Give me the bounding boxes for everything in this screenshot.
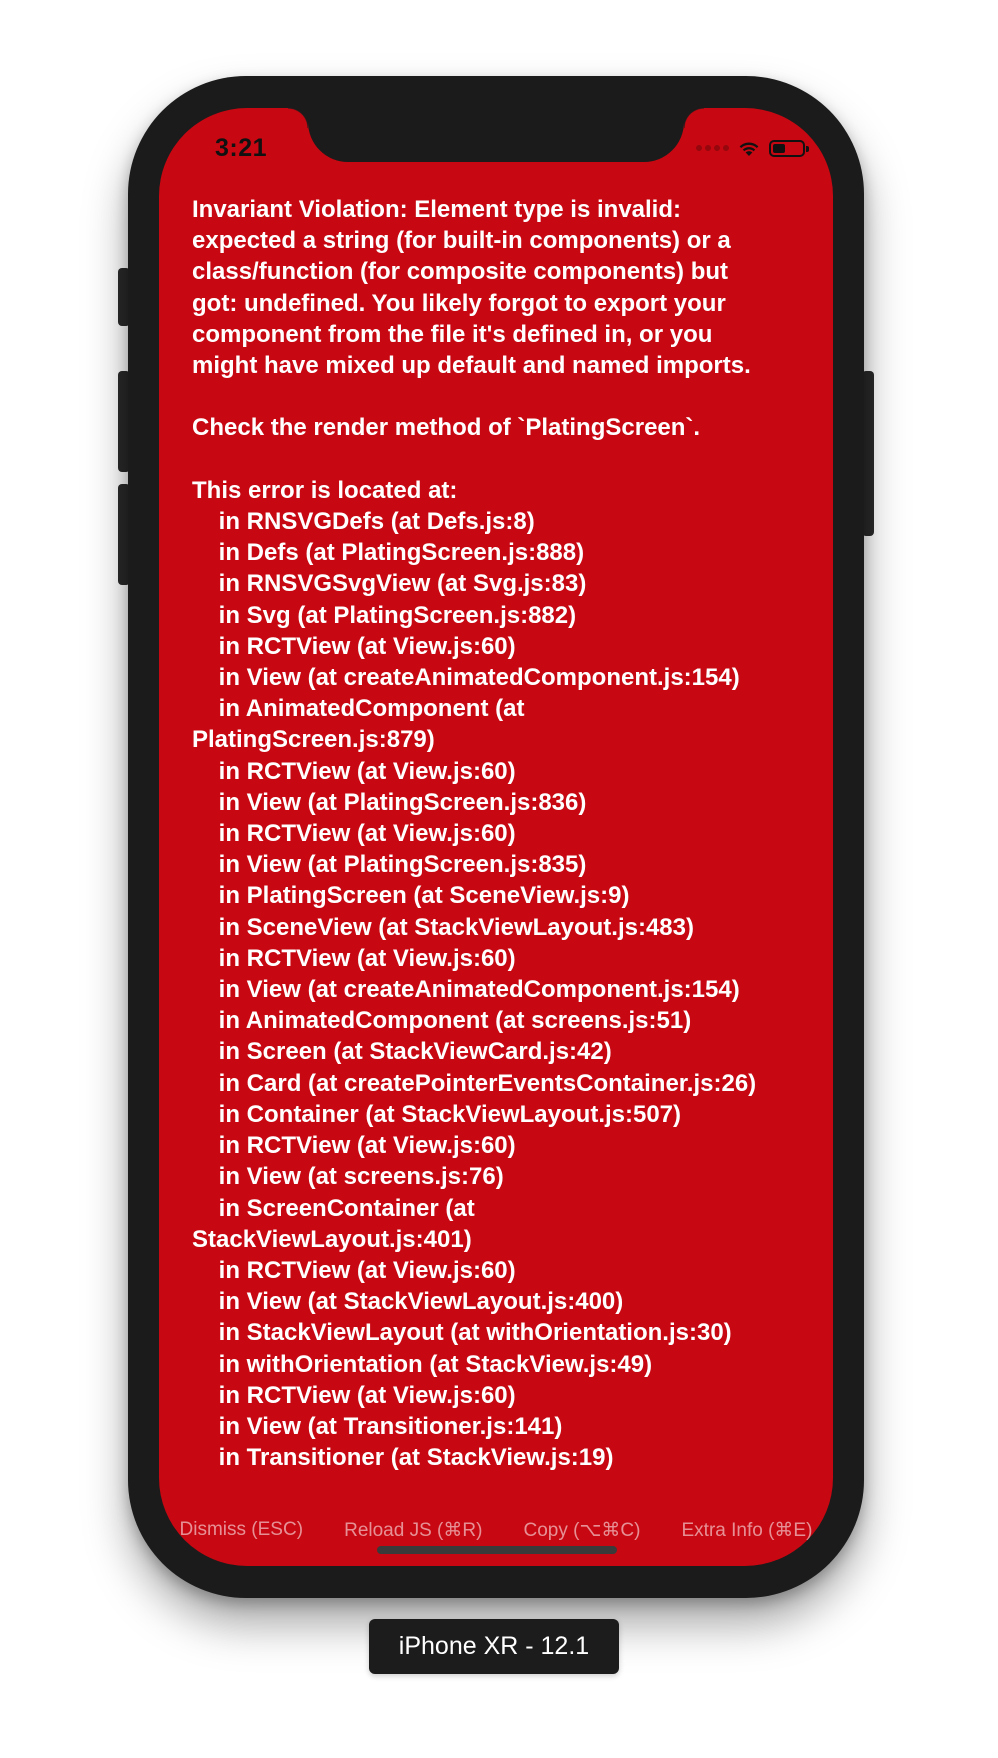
status-time: 3:21 — [215, 134, 268, 162]
notch — [308, 108, 684, 162]
redbox-error-message: Invariant Violation: Element type is invalid: expected a string (for built-in components) or a class/function (for composite components) but got: undefined. You likely forgot to export your component from the file it's defined in, or you might have mixed up default and named imports. Check the render method of `PlatingScreen`. This error is located at: in RNSVGDefs (at Defs.js:8) in Defs (at PlatingScreen.js:888) in RNSVGSvgView (at Svg.js:83) in Svg (at PlatingScreen.js:882) in RCTView (at View.js:60) in View (at createAnimatedComponent.js:154) in AnimatedComponent (at PlatingScreen.js:879) in RCTView (at View.js:60) in View (at PlatingScreen.js:836) in RCTView (at View.js:60) in View (at PlatingScreen.js:835) in PlatingScreen (at SceneView.js:9) in SceneView (at StackViewLayout.js:483) in RCTView (at View.js:60) in View (at createAnimatedComponent.js:154) in AnimatedComponent (at screens.js:51) in Screen (at StackViewCard.js:42) in Card (at createPointerEventsContainer.js:26) in Container (at StackViewLayout.js:507) in RCTView (at View.js:60) in View (at screens.js:76) in ScreenContainer (at StackViewLayout.js:401) in RCTView (at View.js:60) in View (at StackViewLayout.js:400) in StackViewLayout (at withOrientation.js:30) in withOrientation (at StackView.js:49) in RCTView (at View.js:60) in View (at Transitioner.js:141) in Transitioner (at StackView.js:19) — [192, 196, 757, 1472]
battery-icon — [769, 140, 805, 157]
extra-info-button[interactable]: Extra Info (⌘E) — [681, 1519, 813, 1541]
copy-button[interactable]: Copy (⌥⌘C) — [523, 1519, 641, 1541]
home-indicator[interactable] — [377, 1546, 617, 1554]
dismiss-button[interactable]: Dismiss (ESC) — [179, 1519, 304, 1540]
signal-dots-icon — [696, 145, 729, 151]
status-icons — [696, 137, 805, 159]
device-screen — [159, 108, 833, 1566]
device-name-label: iPhone XR - 12.1 — [369, 1619, 619, 1674]
wifi-icon — [737, 139, 761, 157]
reload-js-button[interactable]: Reload JS (⌘R) — [344, 1519, 483, 1541]
redbox-toolbar — [159, 1510, 833, 1550]
